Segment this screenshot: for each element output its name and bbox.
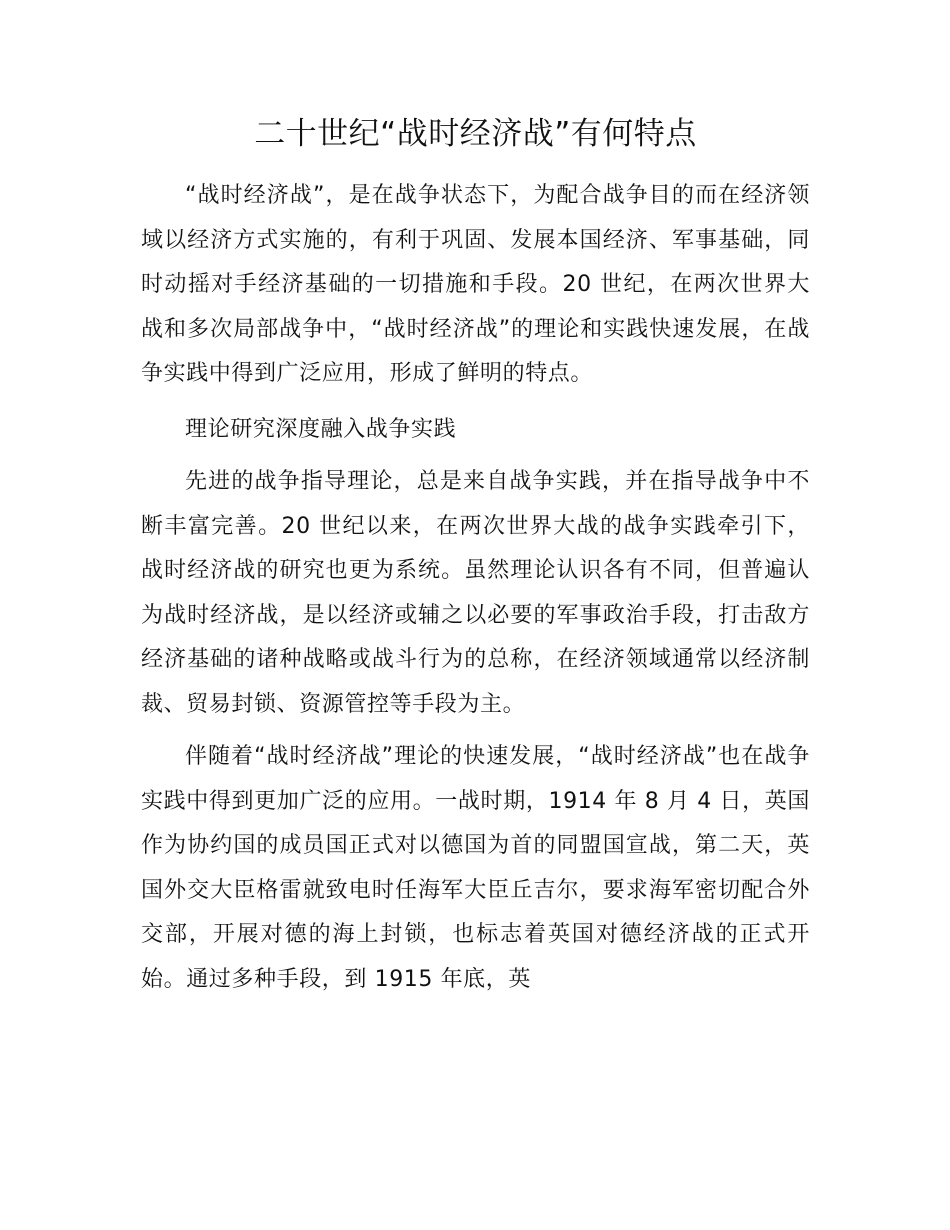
document-title: 二十世纪“战时经济战”有何特点 [254,116,697,152]
body-paragraph: 伴随着“战时经济战”理论的快速发展，“战时经济战”也在战争实践中得到更加广泛的应用。一战时期，1914 年 8 月 4 日，英国作为协约国的成员国正式对以德国为首的同盟国宣战，第二天，英国外交大臣格雷就致电时任海军大臣丘吉尔，要求海军密切配合外交部，开展对德的海上封锁，也标志着英国对德经济战的正式开始。通过多种手段，到 1915 年底，英 [141,744,810,992]
intro-paragraph: “战时经济战”，是在战争状态下，为配合战争目的而在经济领域以经济方式实施的，有利于巩固、发展本国经济、军事基础，同时动摇对手经济基础的一切措施和手段。20 世纪，在两次世界大战和多次局部战争中，“战时经济战”的理论和实践快速发展，在战争实践中得到广泛应用，形成了鲜明的特点。 [141,183,810,386]
body-paragraph: 先进的战争指导理论，总是来自战争实践，并在指导战争中不断丰富完善。20 世纪以来，在两次世界大战的战争实践牵引下，战时经济战的研究也更为系统。虽然理论认识各有不同，但普遍认为战时经济战，是以经济或辅之以必要的军事政治手段，打击敌方经济基础的诸种战略或战斗行为的总称，在经济领域通常以经济制裁、贸易封锁、资源管控等手段为主。 [141,469,810,717]
section-heading: 理论研究深度融入战争实践 [185,416,457,442]
document-page [141,112,810,1002]
